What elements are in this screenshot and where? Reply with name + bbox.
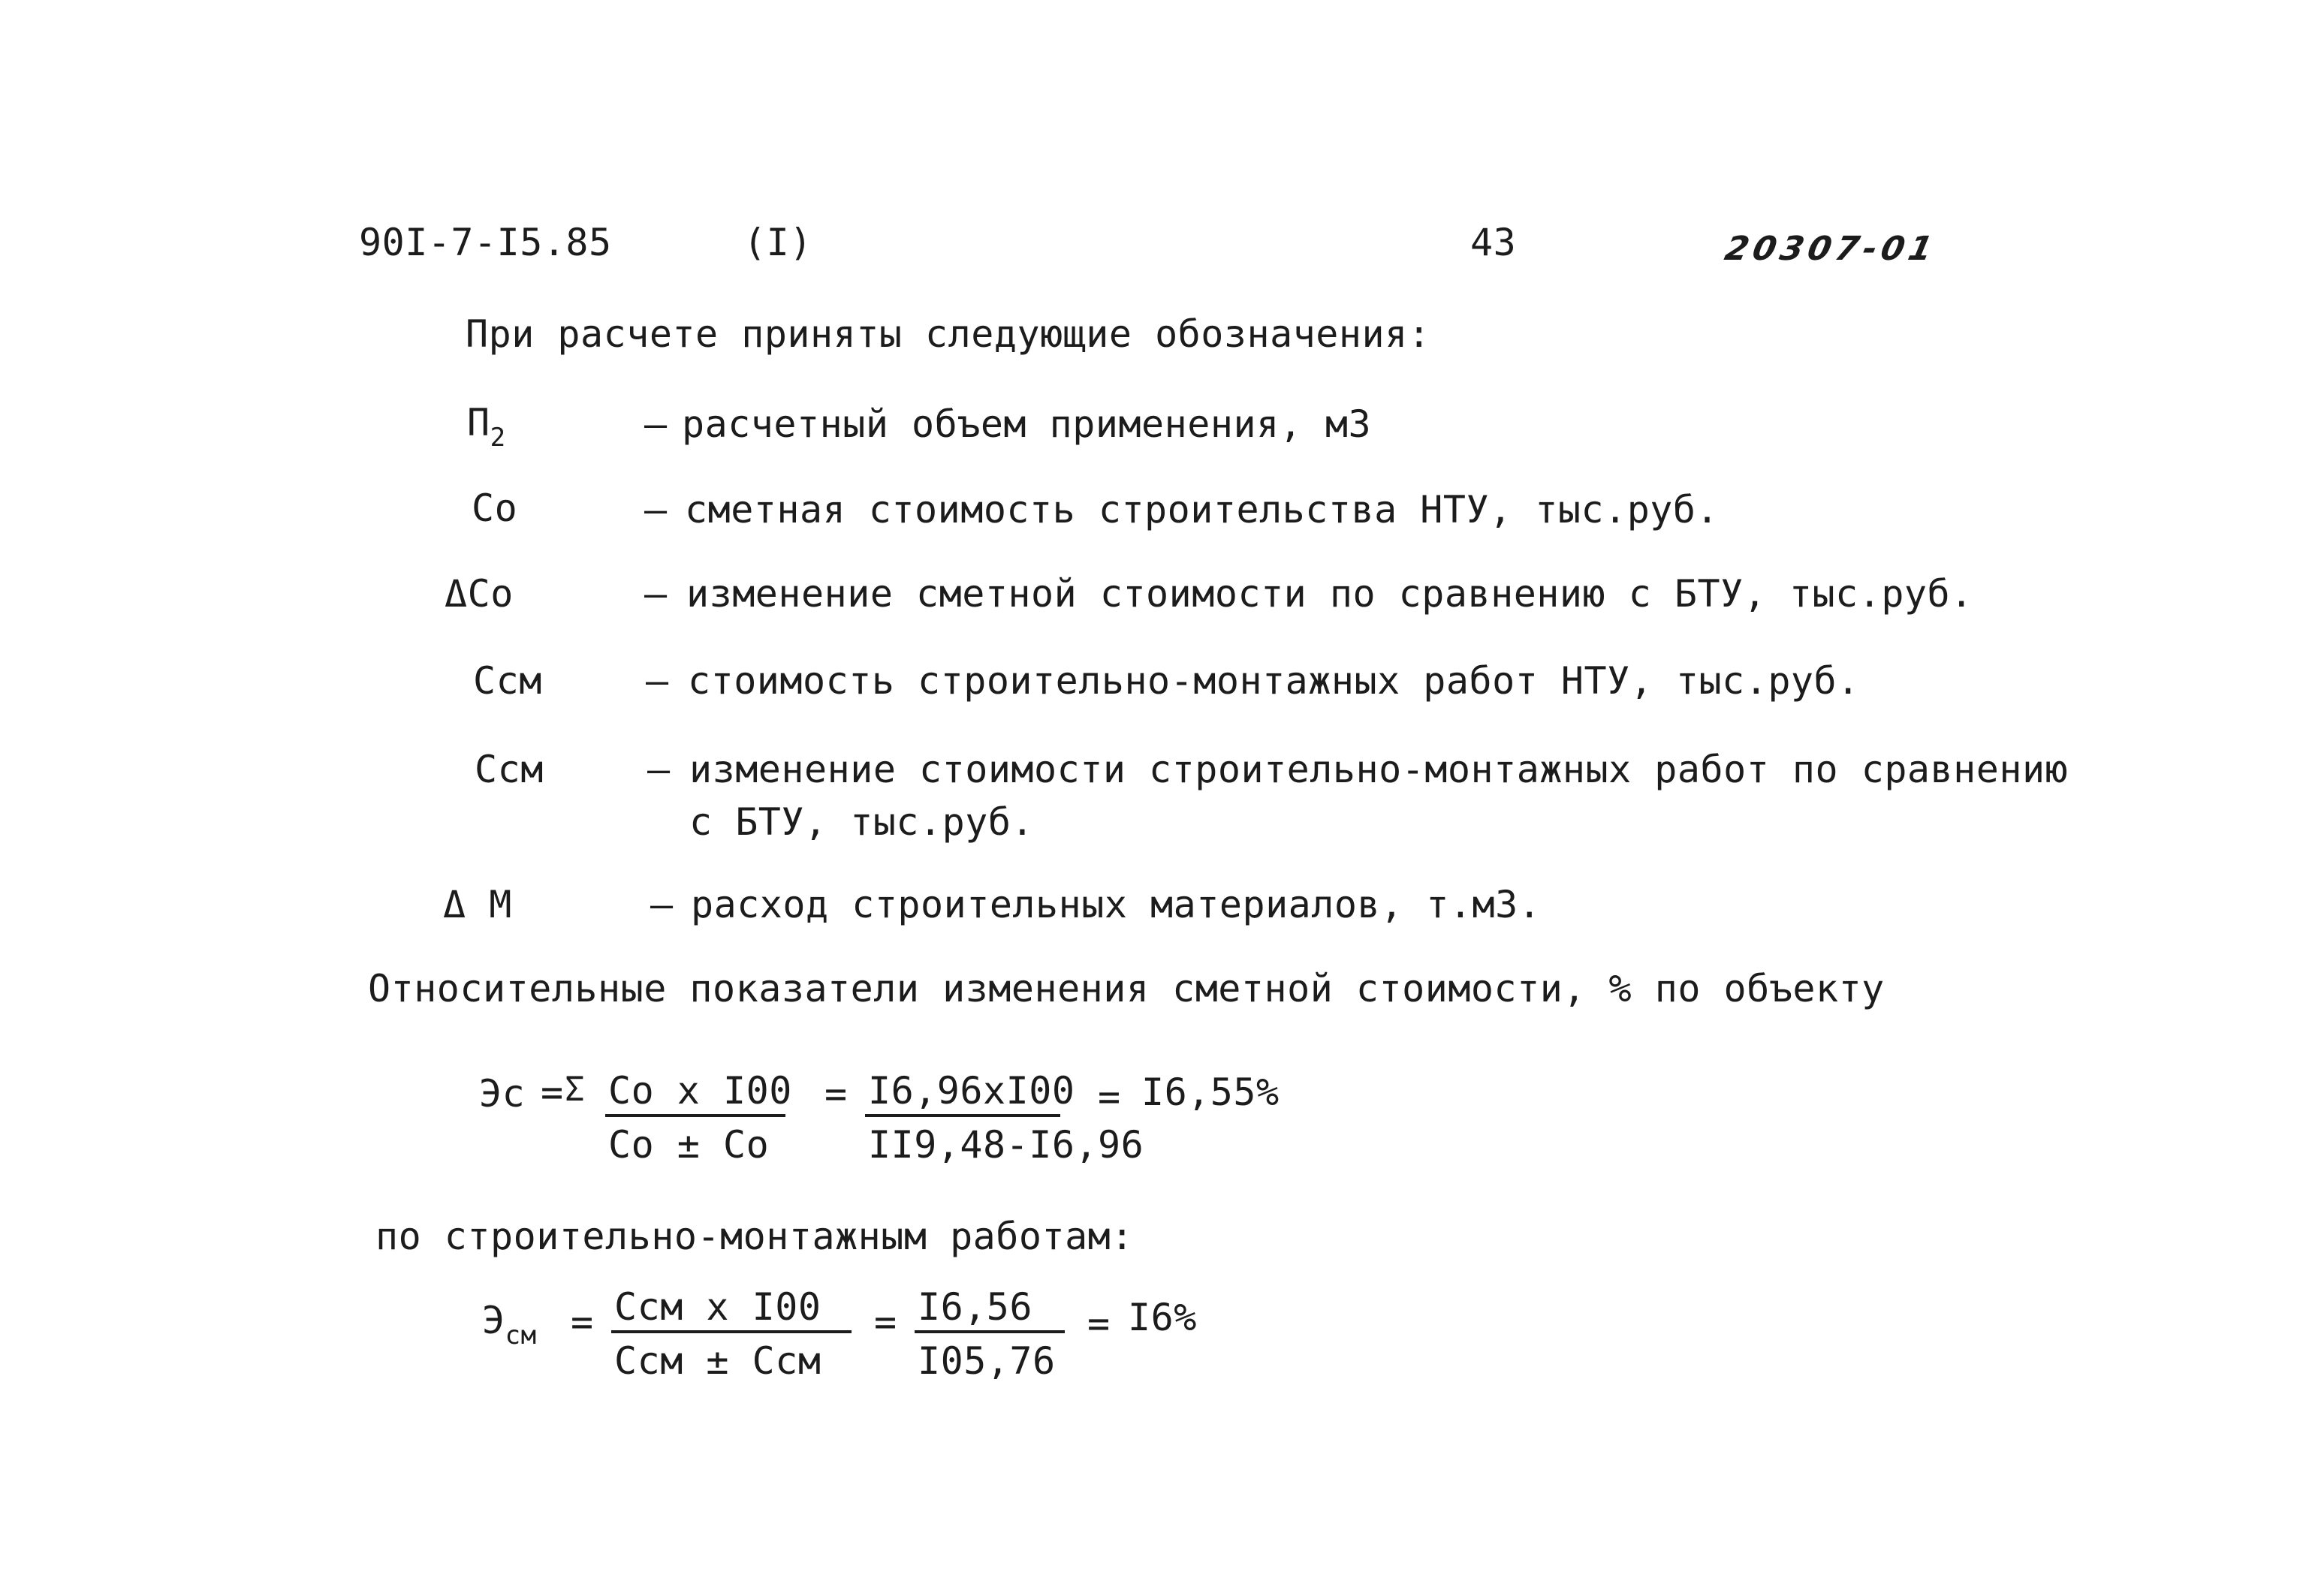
- intro-text: При расчете приняты следующие обозначения:: [466, 312, 1431, 356]
- definition-dash: –: [646, 659, 669, 703]
- definition-symbol: ΔСо: [445, 572, 514, 616]
- definition-text: сметная стоимость строительства НТУ, тыс.руб.: [685, 488, 1720, 531]
- fraction-denominator: Ссм ± Ссм: [614, 1339, 821, 1383]
- formula-result: I6,55%: [1141, 1071, 1280, 1114]
- formula-equals: =: [541, 1071, 564, 1114]
- fraction-denominator: II9,48-I6,96: [868, 1123, 1144, 1167]
- definition-symbol: Со: [472, 486, 518, 530]
- definition-dash: –: [644, 572, 668, 616]
- formula-result: I6%: [1128, 1296, 1197, 1339]
- relative-indicators-heading: Относительные показатели изменения сметной стоимости, % по объекту: [368, 967, 1885, 1010]
- fraction-numerator: I6,56: [918, 1285, 1033, 1329]
- definition-symbol: $П_2$: [467, 401, 506, 453]
- formula-equals: =: [824, 1072, 848, 1116]
- formula-lhs: $Э_{см}$: [482, 1299, 537, 1351]
- definition-text: расчетный объем применения, м3: [682, 402, 1372, 446]
- definition-text: изменение сметной стоимости по сравнению с БТУ, тыс.руб.: [686, 572, 1973, 616]
- definition-dash: –: [644, 488, 668, 531]
- construction-works-heading: по строительно-монтажным работам:: [375, 1215, 1134, 1258]
- definition-text-continuation: с БТУ, тыс.руб.: [689, 800, 1035, 844]
- definition-symbol: Ссм: [475, 748, 544, 791]
- formula-equals: =: [874, 1300, 897, 1344]
- fraction-denominator: I05,76: [918, 1339, 1056, 1383]
- definition-dash: –: [647, 748, 671, 791]
- fraction-numerator: Ссм х I00: [614, 1285, 821, 1329]
- formula-equals: =: [1087, 1302, 1111, 1345]
- fraction-denominator: Со ± Со: [608, 1123, 770, 1167]
- formula-equals: =: [571, 1300, 594, 1344]
- definition-symbol: Δ М: [443, 883, 512, 926]
- fraction-numerator: Со х I00: [608, 1069, 792, 1113]
- fraction-line: [605, 1114, 785, 1117]
- fraction-numerator: I6,96хI00: [868, 1069, 1075, 1113]
- part-number: (I): [743, 221, 812, 264]
- document-number: 90I-7-I5.85: [359, 221, 612, 264]
- lhs-subscript: см: [505, 1320, 537, 1351]
- definition-text: расход строительных материалов, т.м3.: [691, 883, 1542, 926]
- definition-symbol: Ссм: [473, 659, 542, 703]
- definition-dash: –: [650, 883, 674, 926]
- formula-equals: =: [1098, 1075, 1121, 1119]
- definition-dash: –: [644, 402, 668, 446]
- fraction-line: [915, 1330, 1065, 1333]
- definition-text: изменение стоимости строительно-монтажных работ по сравнению: [689, 748, 2069, 791]
- definition-text: стоимость строительно-монтажных работ НТУ, тыс.руб.: [688, 659, 1860, 703]
- fraction-line: [865, 1114, 1060, 1117]
- formula-lhs: Эс: [479, 1072, 526, 1116]
- sum-sign: Σ: [565, 1071, 585, 1109]
- fraction-line: [611, 1330, 852, 1333]
- page-number: 43: [1470, 221, 1517, 264]
- handwritten-stamp: 20307-01: [1721, 230, 1941, 268]
- symbol-subscript: 2: [490, 423, 506, 453]
